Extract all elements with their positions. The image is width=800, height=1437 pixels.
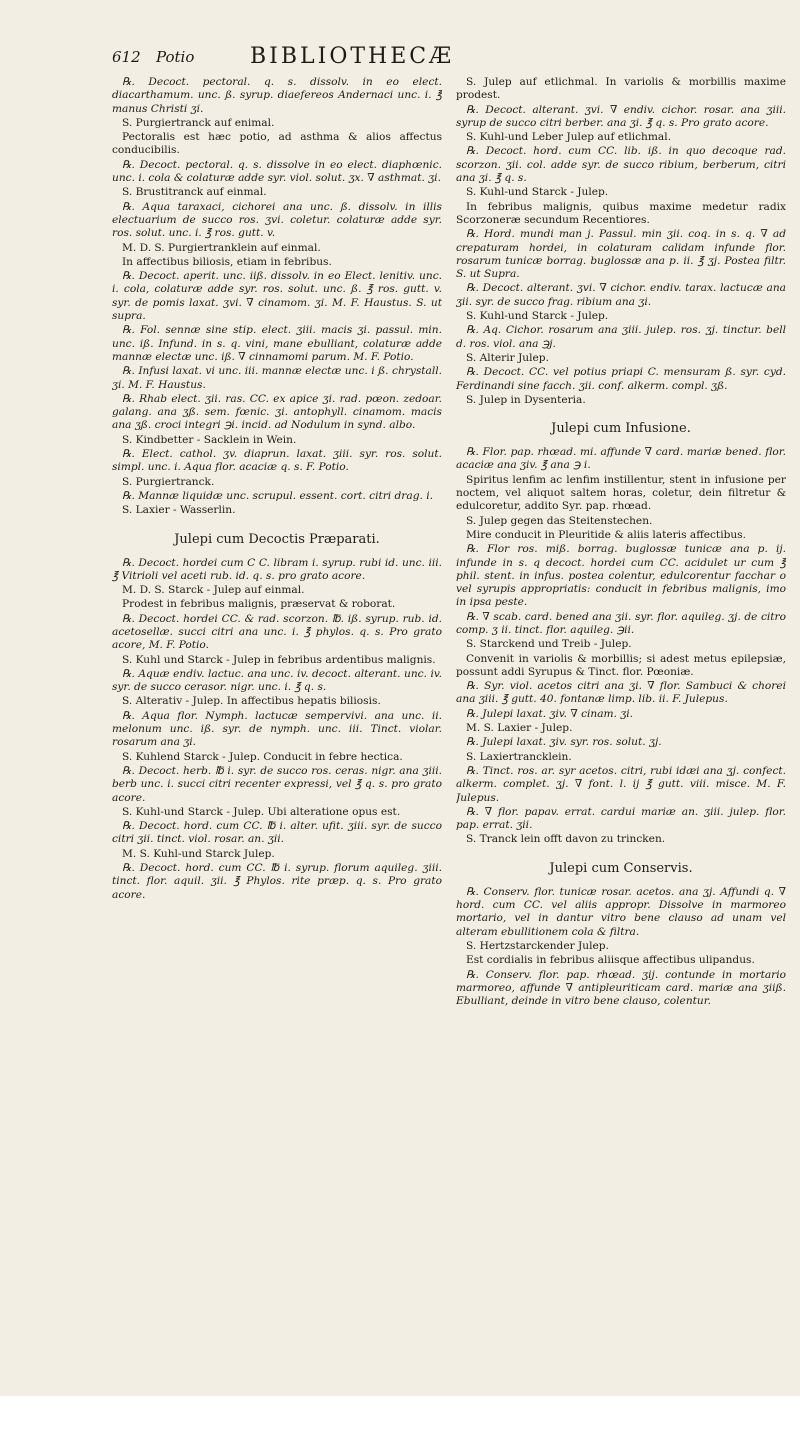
- body-paragraph: S. Kuhl-und Starck - Julep. Ubi alteratione opus est.: [122, 805, 401, 818]
- recipe-paragraph: ℞. Tinct. ros. ar. syr acetos. citri, rubi idæi ana ʒj. confect. alkerm. complet. ʒj. ∇ font. l. ij ℥ gutt. viii. misce. M. F. Julepus.: [456, 764, 786, 804]
- recipe-paragraph: ℞. Aquæ endiv. lactuc. ana unc. iv. decoct. alterant. unc. iv. syr. de succo cerasor. nigr. unc. i. ℥ q. s.: [112, 667, 442, 694]
- recipe-paragraph: ℞. Decoct. hordei cum C C. libram i. syrup. rubi id. unc. iii. ℥ Vitrioli vel aceti rub. id. q. s. pro grato acore.: [112, 556, 442, 582]
- right-block-conservis: [456, 886, 786, 1009]
- recipe-paragraph: ℞. Decoct. CC. vel potius priapi C. mensuram ß. syr. cyd. Ferdinandi sine facch. ʒii. conf. alkerm. compl. ʒß.: [456, 366, 786, 392]
- left-block-julepi: [112, 557, 442, 902]
- page-bottom-margin: [0, 1396, 800, 1437]
- body-paragraph: Prodest in febribus malignis, præservat & roborat.: [122, 598, 396, 611]
- recipe-paragraph: ℞. Julepi laxat. ʒiv. syr. ros. solut. ʒj.: [466, 736, 662, 749]
- body-paragraph: In febribus malignis, quibus maxime medetur radix Scorzoneræ secundum Recentiores.: [456, 200, 786, 226]
- recipe-paragraph: ℞. Syr. viol. acetos citri ana ʒi. ∇ flor. Sambuci & chorei ana ʒiii. ℥ gutt. 40. fontanæ limp. lib. ii. F. Julepus.: [456, 680, 786, 706]
- recipe-paragraph: ℞. Decoct. hord. cum CC. ℔ i. syrup. florum aquileg. ʒiii. tinct. flor. aquil. ʒii. ℥ Phylos. rite præp. q. s. Pro grato acore.: [112, 862, 442, 901]
- recipe-paragraph: ℞. Julepi laxat. ʒiv. ∇ cinam. ʒi.: [466, 707, 634, 720]
- body-paragraph: Convenit in variolis & morbillis; si adest metus epilepsiæ, possunt addi Syrupus & Tinct. flor. Pœoniæ.: [456, 652, 786, 678]
- recipe-label: S. Hertzstarckender Julep.: [466, 939, 609, 952]
- body-paragraph: S. Alterativ - Julep. In affectibus hepatis biliosis.: [122, 695, 381, 708]
- running-title: BIBLIOTHECÆ: [250, 44, 455, 69]
- recipe-paragraph: ℞. Decoct. pectoral. q. s. dissolv. in eo elect. diacarthamum. unc. ß. syrup. diaefereos Andernaci unc. i. ℥ manus Christi ʒi.: [112, 76, 442, 115]
- recipe-paragraph: ℞. Aq. Cichor. rosarum ana ʒiii. julep. ros. ʒj. tinctur. bell d. ros. viol. ana ℈j.: [456, 324, 786, 350]
- recipe-paragraph: ℞. Decoct. hord. cum CC. lib. iß. in quo decoque rad. scorzon. ʒii. col. adde syr. de succo ribium, berberum, citri ana ʒi. ℥ q. s.: [456, 145, 786, 185]
- body-paragraph: Spiritus lenfim ac lenfim instillentur, stent in infusione per noctem, vel aliquot saltem horas, coletur, dein filtretur & edulcoretur, addito Syr. pap. rhœad.: [456, 473, 786, 513]
- recipe-label: S. Laxier - Wasserlin.: [122, 504, 236, 517]
- section-heading-conservis: Julepi cum Conservis.: [549, 860, 693, 876]
- recipe-paragraph: ℞. Aqua flor. Nymph. lactucæ sempervivi. ana unc. ii. melonum unc. iß. syr. de nymph. unc. iii. Tinct. violar. rosarum ana ʒi.: [112, 709, 442, 749]
- recipe-paragraph: ℞. Infusi laxat. vi unc. iii. mannæ electæ unc. i ß. chrystall. ʒi. M. F. Haustus.: [112, 365, 442, 391]
- recipe-paragraph: ℞. Fol. sennæ sine stip. elect. ʒiii. macis ʒi. passul. min. unc. iß. Infund. in s. q. vini, mane ebulliant, colaturæ adde mannæ electæ unc. iß. ∇ cinnamomi parum. M. F. Potio.: [112, 324, 442, 363]
- body-paragraph: S. Kuhlend Starck - Julep. Conducit in febre hectica.: [122, 750, 403, 763]
- recipe-paragraph: ℞. Decoct. hord. cum CC. ℔ i. alter. ufit. ʒiii. syr. de succo citri ʒii. tinct. viol. rosar. an. ʒii.: [112, 820, 442, 846]
- running-head-section: Potio: [156, 48, 195, 66]
- body-paragraph: S. Julep gegen das Steitenstechen.: [466, 514, 653, 527]
- body-paragraph: In affectibus biliosis, etiam in febribus.: [122, 255, 332, 268]
- recipe-paragraph: ℞. ∇ scab. card. bened ana ʒii. syr. flor. aquileg. ʒj. de citro comp. ʒ ii. tinct. flor. aquileg. ℈ii.: [456, 610, 786, 636]
- body-paragraph: S. Julep in Dysenteria.: [466, 393, 586, 406]
- recipe-label: S. Kuhl-und Starck - Julep.: [466, 310, 609, 323]
- body-paragraph: M. S. Kuhl-und Starck Julep.: [122, 847, 275, 860]
- recipe-paragraph: ℞. Decoct. aperit. unc. iiß. dissolv. in eo Elect. lenitiv. unc. i. cola, colaturæ adde syr. ros. solut. unc. ß. ℥ ros. gutt. v. syr. de pomis laxat. ʒvi. ∇ cinamom. ʒi. M. F. Haustus. S. ut supra.: [112, 270, 442, 323]
- recipe-paragraph: ℞. Flor. pap. rhœad. mi. affunde ∇ card. mariæ bened. flor. acaciæ ana ʒiv. ℥ ana ℈ i.: [456, 446, 786, 472]
- recipe-label: S. Alterir Julep.: [466, 351, 549, 364]
- recipe-label: S. Brustitranck auf einmal.: [122, 186, 267, 199]
- recipe-paragraph: ℞. Rhab elect. ʒii. ras. CC. ex apice ʒi. rad. pœon. zedoar. galang. ana ʒß. sem. fœnic. ʒi. antophyll. cinamom. macis ana ʒß. croci integri ℈i. incid. ad Nodulum in synd. albo.: [112, 392, 442, 432]
- page-header: [112, 44, 772, 70]
- recipe-label: S. Purgiertranck.: [122, 475, 215, 488]
- right-block-recipes: [456, 76, 786, 407]
- recipe-paragraph: ℞. ∇ flor. papav. errat. cardui mariæ an. ʒiii. julep. flor. pap. errat. ʒii.: [456, 805, 786, 832]
- recipe-label: S. Kuhl-und Leber Julep auf etlichmal.: [466, 131, 671, 144]
- section-heading-decoctis: Julepi cum Decoctis Præparati.: [174, 531, 380, 547]
- body-paragraph: Pectoralis est hæc potio, ad asthma & alios affectus conducibilis.: [112, 131, 442, 157]
- recipe-paragraph: ℞. Flor ros. miß. borrag. buglossæ tunicæ ana p. ij. infunde in s. q decoct. hordei cum CC. acidulet ur cum ℥ phil. stent. in infus. postea colentur, edulcorentur facchar o vel syrupis appropriatis: conducit in febribus malignis, imo in ipsa peste.: [456, 543, 786, 609]
- body-paragraph: S. Kuhl und Starck - Julep in febribus ardentibus malignis.: [122, 653, 436, 666]
- right-block-infusione: [456, 446, 786, 847]
- recipe-label: S. Julep auf etlichmal. In variolis & morbillis maxime prodest.: [456, 76, 786, 102]
- body-paragraph: S. Starckend und Treib - Julep.: [466, 638, 632, 651]
- right-column: [456, 76, 786, 1396]
- page-number: 612: [112, 48, 141, 66]
- left-block-recipes: [112, 76, 442, 518]
- recipe-paragraph: ℞. Decoct. alterant. ʒvi. ∇ cichor. endiv. tarax. lactucæ ana ʒii. syr. de succo frag. ribium ana ʒi.: [456, 282, 786, 308]
- recipe-label: S. Laxiertrancklein.: [466, 750, 572, 763]
- recipe-paragraph: ℞. Mannæ liquidæ unc. scrupul. essent. cort. citri drag. i.: [122, 489, 433, 502]
- recipe-paragraph: ℞. Hord. mundi man j. Passul. min ʒii. coq. in s. q. ∇ ad crepaturam hordei, in colaturam calidam infunde flor. rosarum tunicæ borrag. buglossæ ana p. ii. ℥ ʒj. Postea filtr. S. ut Supra.: [456, 228, 786, 281]
- recipe-label: S. Tranck lein offt davon zu trincken.: [466, 833, 666, 846]
- recipe-paragraph: ℞. Decoct. herb. ℔ i. syr. de succo ros. ceras. nigr. ana ʒiii. berb unc. i. succi citri recenter expressi, vel ℥ q. s. pro grato acore.: [112, 764, 442, 804]
- recipe-paragraph: ℞. Conserv. flor. tunicæ rosar. acetos. ana ʒj. Affundi q. ∇ hord. cum CC. vel aliis appropr. Dissolve in marmoreo mortario, vel in dantur vitro bene clauso ad unam vel alteram ebullitionem cola & filtra.: [456, 885, 786, 938]
- body-paragraph: M. D. S. Starck - Julep auf einmal.: [122, 584, 305, 597]
- body-paragraph: Mire conducit in Pleuritide & aliis lateris affectibus.: [466, 528, 746, 541]
- recipe-paragraph: ℞. Aqua taraxaci, cichorei ana unc. ß. dissolv. in illis electuarium de succo ros. ʒvi. coletur. colaturæ adde syr. ros. solut. unc. i. ℥ ros. gutt. v.: [112, 200, 442, 240]
- body-paragraph: M. D. S. Purgiertranklein auf einmal.: [122, 241, 321, 254]
- recipe-label: S. Purgiertranck auf enimal.: [122, 116, 275, 129]
- recipe-paragraph: ℞. Decoct. hordei CC. & rad. scorzon. ℔. iß. syrup. rub. id. acetosellæ. succi citri ana unc. i. ℥ phylos. q. s. Pro grato acore, M. F. Potio.: [112, 612, 442, 652]
- recipe-label: S. Kuhl-und Starck - Julep.: [466, 186, 609, 199]
- left-column: [112, 76, 442, 1396]
- section-heading-infusione: Julepi cum Infusione.: [551, 421, 691, 437]
- body-paragraph: M. S. Laxier - Julep.: [466, 722, 573, 735]
- recipe-paragraph: ℞. Decoct. pectoral. q. s. dissolve in eo elect. diaphœnic. unc. i. cola & colaturæ adde syr. viol. solut. ʒx. ∇ asthmat. ʒi.: [112, 158, 442, 185]
- recipe-paragraph: ℞. Decoct. alterant. ʒvi. ∇ endiv. cichor. rosar. ana ʒiii. syrup de succo citri berber. ana ʒi. ℥ q. s. Pro grato acore.: [456, 103, 786, 129]
- recipe-label: S. Kindbetter - Sacklein in Wein.: [122, 433, 297, 446]
- recipe-paragraph: ℞. Conserv. flor. pap. rhœad. ʒij. contunde in mortario marmoreo, affunde ∇ antipleuriticam card. mariæ ana ʒiiß. Ebulliant, deinde in vitro bene clauso, colentur.: [456, 968, 786, 1008]
- recipe-paragraph: ℞. Elect. cathol. ʒv. diaprun. laxat. ʒiii. syr. ros. solut. simpl. unc. i. Aqua flor. acaciæ q. s. F. Potio.: [112, 448, 442, 474]
- body-paragraph: Est cordialis in febribus aliisque affectibus ulipandus.: [466, 954, 755, 967]
